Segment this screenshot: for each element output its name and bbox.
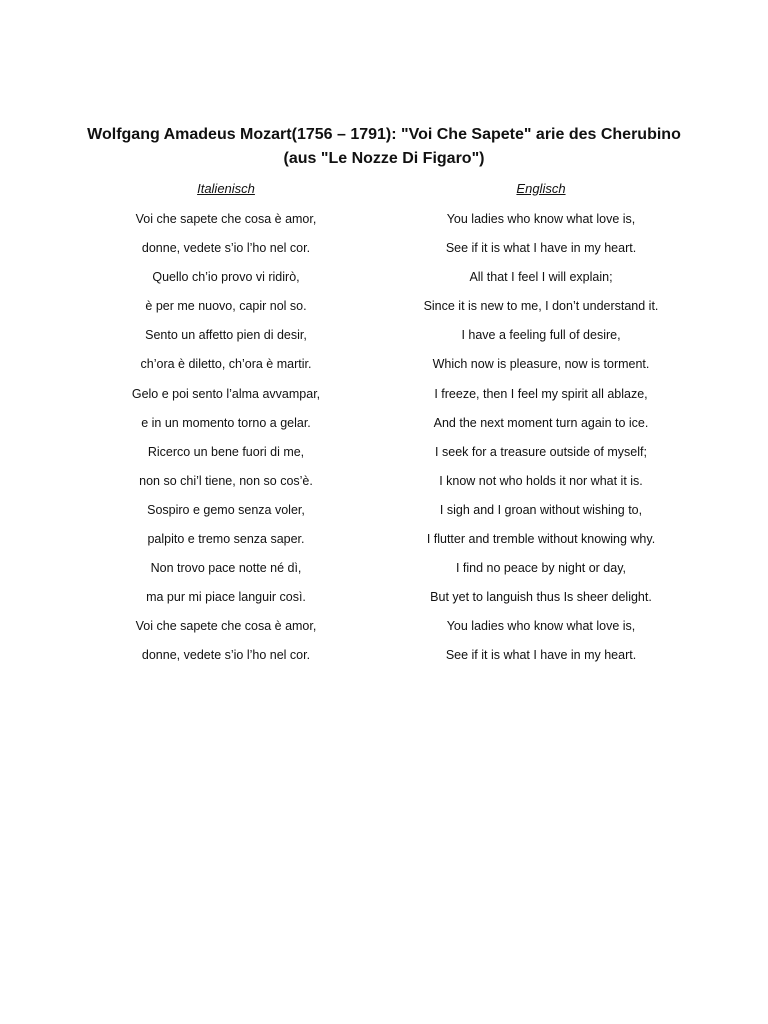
english-lyric-line: I freeze, then I feel my spirit all ablaze,	[434, 386, 648, 401]
document-title	[40, 123, 728, 171]
english-lines	[396, 209, 686, 675]
italian-lyric-line: Quello ch’io provo vi ridirò,	[152, 270, 300, 285]
english-lyric-line: I sigh and I groan without wishing to,	[439, 502, 643, 517]
english-lyric-line: Since it is new to me, I don’t understand it.	[423, 299, 659, 314]
italian-lyric-line: Voi che sapete che cosa è amor,	[135, 619, 317, 634]
italian-lyric-line: è per me nuovo, capir nol so.	[145, 299, 307, 314]
english-lyric-line: But yet to languish thus Is sheer delight.	[430, 590, 652, 605]
italian-lyric-line: ch’ora è diletto, ch’ora è martir.	[140, 357, 312, 372]
english-lyric-line: I seek for a treasure outside of myself;	[435, 444, 647, 459]
italian-lines	[96, 209, 356, 675]
italian-lyric-line: Sospiro e gemo senza voler,	[147, 502, 305, 517]
italian-lyric-line: Ricerco un bene fuori di me,	[147, 444, 305, 459]
english-heading: Englisch	[516, 181, 566, 196]
title-line-1: Wolfgang Amadeus Mozart(1756 – 1791): "Voi Che Sapete" arie des Cherubino	[87, 126, 681, 143]
english-lyric-line: See if it is what I have in my heart.	[445, 241, 637, 256]
english-lyric-line: I flutter and tremble without knowing why.	[426, 532, 656, 547]
title-line-2: (aus "Le Nozze Di Figaro")	[283, 150, 485, 167]
english-lyric-line: See if it is what I have in my heart.	[445, 648, 637, 663]
italian-lyric-line: Sento un affetto pien di desir,	[145, 328, 307, 343]
english-lyric-line: I find no peace by night or day,	[455, 561, 627, 576]
english-lyric-line: I know not who holds it nor what it is.	[439, 473, 643, 488]
italian-lyric-line: non so chi’l tiene, non so cos’è.	[139, 473, 313, 488]
italian-lyric-line: ma pur mi piace languir così.	[146, 590, 306, 605]
english-lyric-line: I have a feeling full of desire,	[461, 328, 621, 343]
english-lyric-line: Which now is pleasure, now is torment.	[432, 357, 650, 372]
english-column	[396, 180, 686, 675]
english-lyric-line: And the next moment turn again to ice.	[433, 415, 649, 430]
italian-lyric-line: e in un momento torno a gelar.	[141, 415, 311, 430]
english-lyric-line: You ladies who know what love is,	[446, 619, 636, 634]
italian-lyric-line: Voi che sapete che cosa è amor,	[135, 212, 317, 226]
italian-lyric-line: donne, vedete s’io l’ho nel cor.	[141, 648, 311, 663]
italian-lyric-line: Non trovo pace notte né dì,	[150, 561, 302, 576]
english-lyric-line: You ladies who know what love is,	[446, 212, 636, 226]
italian-column	[96, 180, 356, 675]
italian-lyric-line: Gelo e poi sento l’alma avvampar,	[131, 386, 321, 401]
italian-lyric-line: palpito e tremo senza saper.	[147, 532, 305, 547]
italian-heading: Italienisch	[197, 181, 255, 196]
italian-lyric-line: donne, vedete s’io l’ho nel cor.	[141, 241, 311, 256]
english-lyric-line: All that I feel I will explain;	[469, 270, 613, 285]
